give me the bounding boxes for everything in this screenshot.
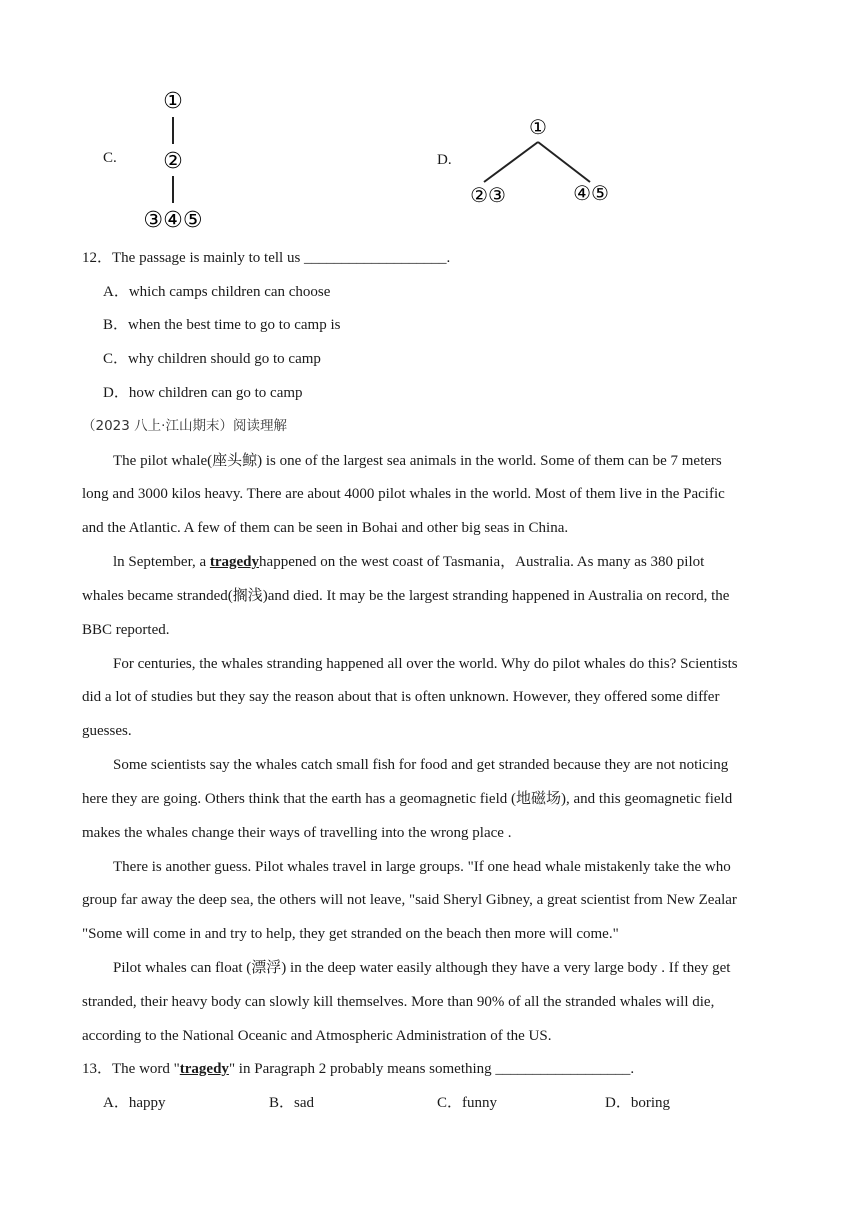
section-tag: （2023 八上·江山期末）阅读理解 xyxy=(82,418,287,434)
question-12-option-a: A．which camps children can choose xyxy=(103,284,331,300)
passage-p4-line-1: Some scientists say the whales catch small fish for food and get stranded because they are not noticing xyxy=(113,757,729,773)
passage-p2-suffix: happened on the west coast of Tasmania，Australia. As many as 380 pilot xyxy=(259,554,705,570)
passage-p3-line-1: For centuries, the whales stranding happened all over the world. Why do pilot whales do this? Scientists xyxy=(113,656,738,672)
passage-p3-line-2: did a lot of studies but they say the reason about that is often unknown. However, they offered some differ xyxy=(82,689,720,705)
passage-p2-line-2: whales became stranded(搁浅)and died. It may be the largest stranding happened in Australia on record, the xyxy=(82,588,730,604)
question-12-option-d: D．how children can go to camp xyxy=(103,385,303,401)
question-12-option-c: C．why children should go to camp xyxy=(103,351,321,367)
passage-p3-line-3: guesses. xyxy=(82,723,132,739)
diagram-d-node-45: ④⑤ xyxy=(573,181,609,205)
passage-p6-line-1: Pilot whales can float (漂浮) in the deep water easily although they have a very large body . If they get xyxy=(113,960,731,976)
diagram-d-edge-left xyxy=(484,142,538,182)
question-13-stem-prefix: 13．The word " xyxy=(82,1061,180,1077)
question-13-keyword: tragedy xyxy=(179,1061,229,1077)
question-13-option-a: A．happy xyxy=(103,1095,166,1111)
option-c-label: C. xyxy=(103,150,117,166)
diagram-d-edge-right xyxy=(538,142,590,182)
keyword-tragedy: tragedy xyxy=(209,554,260,570)
diagram-d-node-23: ②③ xyxy=(470,183,506,207)
passage-p6-line-3: according to the National Oceanic and Atmospheric Administration of the US. xyxy=(82,1028,552,1044)
passage-p5-line-1: There is another guess. Pilot whales travel in large groups. "If one head whale mistakenly take the who xyxy=(113,859,731,875)
passage-p2-line-1 xyxy=(113,552,704,572)
passage-p1-line-1: The pilot whale(座头鲸) is one of the largest sea animals in the world. Some of them can be 7 meters xyxy=(113,453,722,469)
passage-p4-line-2: here they are going. Others think that the earth has a geomagnetic field (地磁场), and this geomagnetic field xyxy=(82,791,733,807)
diagram-c-node-1: ① xyxy=(163,89,183,114)
question-13-option-c: C．funny xyxy=(437,1095,498,1111)
passage-p2-line-3: BBC reported. xyxy=(82,622,170,638)
question-12-stem: 12．The passage is mainly to tell us ___________________. xyxy=(82,250,451,266)
question-13-stem xyxy=(82,1059,634,1079)
option-d-label: D. xyxy=(437,152,452,168)
passage-p1-line-2: long and 3000 kilos heavy. There are about 4000 pilot whales in the world. Most of them live in the Pacific xyxy=(82,486,725,502)
question-13-option-d: D．boring xyxy=(605,1095,670,1111)
passage-p5-line-3: "Some will come in and try to help, they get stranded on the beach then more will come." xyxy=(82,926,619,942)
passage-p2-prefix: ln September, a xyxy=(113,554,210,570)
diagram-c-node-2: ② xyxy=(163,149,183,174)
question-13-stem-suffix: " in Paragraph 2 probably means something __________________. xyxy=(228,1061,635,1077)
passage-p6-line-2: stranded, their heavy body can slowly kill themselves. More than 90% of all the stranded whales will die, xyxy=(82,994,715,1010)
question-13-option-b: B．sad xyxy=(269,1095,315,1111)
diagram-d xyxy=(460,112,620,212)
question-12-option-b: B．when the best time to go to camp is xyxy=(103,317,341,333)
diagram-c-node-345: ③④⑤ xyxy=(143,208,203,233)
passage-p4-line-3: makes the whales change their ways of travelling into the wrong place . xyxy=(82,825,512,841)
passage-p1-line-3: and the Atlantic. A few of them can be seen in Bohai and other big seas in China. xyxy=(82,520,569,536)
diagram-c xyxy=(135,86,225,234)
passage-p5-line-2: group far away the deep sea, the others will not leave, "said Sheryl Gibney, a great scientist from New Zealar xyxy=(82,892,737,908)
diagram-d-node-1: ① xyxy=(529,115,547,139)
